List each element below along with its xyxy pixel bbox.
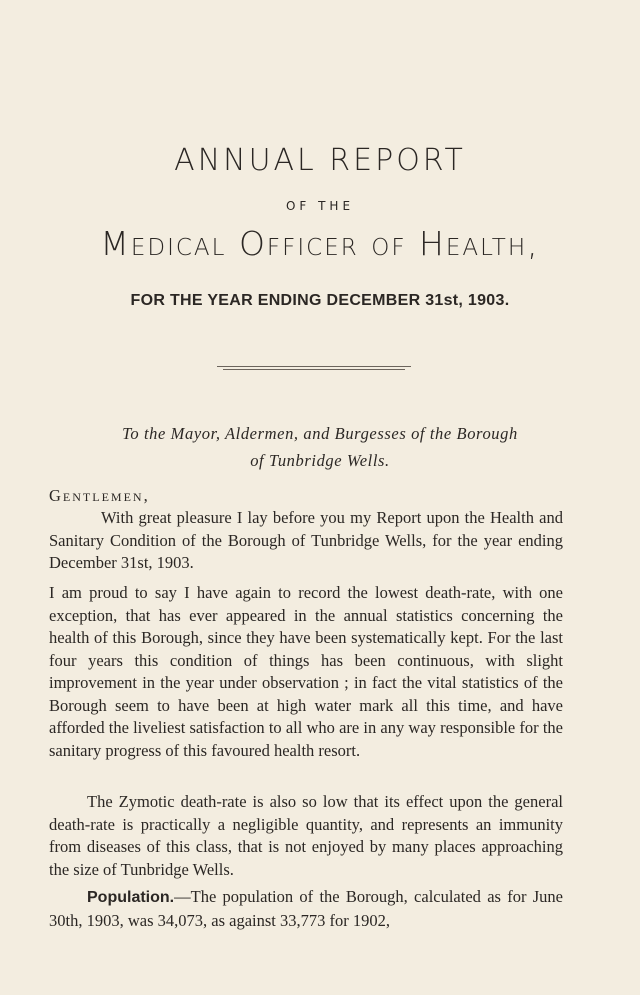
rule-line-top (217, 366, 411, 367)
year-line: FOR THE YEAR ENDING DECEMBER 31st, 1903. (130, 292, 510, 309)
paragraph-2: I am proud to say I have again to record the lowest death-rate, with one exception, that has ever appeared in the annual statistics concerning the health of this Borough, since they have been systematically kept. For the last four years this condition of things has been continuous, with slight improvement in the year under observation ; in fact the vital statistics of the Borough seem to have been at high water mark all this time, and have afforded the liveliest satisfaction to all who are in any way responsible for the sanitary progress of this favoured health resort. (49, 583, 563, 760)
paragraph-3: The Zymotic death-rate is also so low that its effect upon the general death-rate is practically a negligible quantity, and represents an immunity from diseases of this class, that is not enjoyed by many places approaching the size of Tunbridge Wells. (49, 792, 563, 879)
paragraph-1: With great pleasure I lay before you my Report upon the Health and Sanitary Condition of the Borough of Tunbridge Wells, for the year ending December 31st, 1903. (49, 508, 563, 572)
address-line-1: To the Mayor, Aldermen, and Burgesses of the Borough (122, 424, 518, 443)
of-the-caption: OF THE (285, 199, 355, 213)
decorative-rule (217, 366, 411, 371)
report-title: ANNUAL REPORT (174, 143, 466, 178)
address-block (0, 420, 640, 474)
paragraph-4-text: —The population of the Borough, calculated as for June 30th, 1903, was 34,073, as against 33,773 for 1902, (49, 887, 563, 930)
paragraph-4 (49, 886, 563, 932)
rule-line-bottom (223, 369, 405, 370)
population-heading: Population. (87, 889, 175, 906)
salutation: Gentlemen, (49, 486, 150, 505)
address-line-2: of Tunbridge Wells. (250, 451, 390, 470)
officer-heading: Medical Officer of Health, (100, 224, 540, 263)
